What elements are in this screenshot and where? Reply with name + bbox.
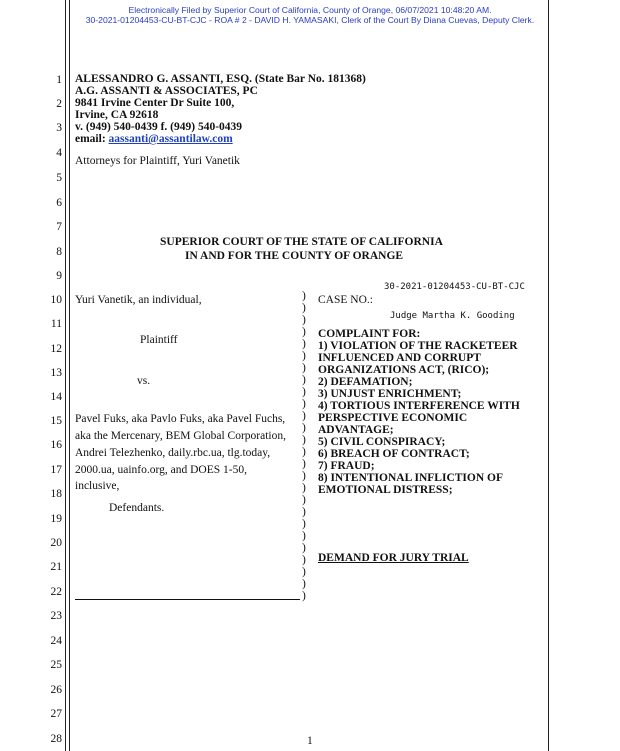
defendant-line-2: aka the Mercenary, BEM Global Corporation, — [75, 430, 286, 442]
caption-paren: ) — [302, 314, 306, 326]
judge-assignment: Judge Martha K. Gooding — [390, 311, 515, 321]
email-label: email: — [75, 133, 106, 145]
case-no-label: CASE NO.: — [318, 294, 373, 306]
line-number: 24 — [50, 635, 62, 647]
filing-stamp-line-2: 30-2021-01204453-CU-BT-CJC - ROA # 2 - DAVID H. YAMASAKI, Clerk of the Court By Diana Cuevas, Deputy Clerk. — [85, 15, 535, 25]
caption-paren: ) — [302, 590, 306, 602]
defendant-line-3: Andrei Telezhenko, daily.rbc.ua, tlg.today, — [75, 447, 271, 459]
caption-paren: ) — [302, 530, 306, 542]
line-number: 16 — [50, 439, 62, 451]
caption-paren: ) — [302, 470, 306, 482]
line-number: 2 — [56, 98, 62, 110]
margin-rule-right — [548, 0, 549, 751]
court-heading-line-2: IN AND FOR THE COUNTY OF ORANGE — [185, 250, 404, 262]
line-number: 11 — [50, 318, 62, 330]
attorney-address-2: Irvine, CA 92618 — [75, 109, 159, 121]
line-number: 17 — [50, 464, 62, 476]
line-number: 6 — [56, 197, 62, 209]
caption-paren: ) — [302, 434, 306, 446]
caption-paren: ) — [302, 302, 306, 314]
court-heading-line-1: SUPERIOR COURT OF THE STATE OF CALIFORNIA — [160, 236, 443, 248]
email-link[interactable]: aassanti@assantilaw.com — [108, 133, 233, 145]
caption-paren: ) — [302, 494, 306, 506]
line-number: 10 — [50, 294, 62, 306]
plaintiff-name: Yuri Vanetik, an individual, — [75, 294, 202, 306]
line-number: 26 — [50, 684, 62, 696]
claim-line: 2) DEFAMATION; — [318, 376, 413, 388]
attorney-firm: A.G. ASSANTI & ASSOCIATES, PC — [75, 85, 258, 97]
defendant-line-5: inclusive, — [75, 480, 120, 492]
defendants-label: Defendants. — [109, 502, 165, 514]
caption-paren: ) — [302, 290, 306, 302]
caption-paren: ) — [302, 542, 306, 554]
line-number: 1 — [56, 74, 62, 86]
line-number: 25 — [50, 659, 62, 671]
claim-line: 4) TORTIOUS INTERFERENCE WITH — [318, 400, 520, 412]
caption-underline — [75, 599, 300, 600]
line-number: 14 — [50, 391, 62, 403]
caption-paren: ) — [302, 386, 306, 398]
line-number: 5 — [56, 172, 62, 184]
claim-line: ORGANIZATIONS ACT, (RICO); — [318, 364, 490, 376]
caption-paren: ) — [302, 518, 306, 530]
defendant-line-4: 2000.ua, uainfo.org, and DOES 1-50, — [75, 464, 247, 476]
claim-line: 3) UNJUST ENRICHMENT; — [318, 388, 462, 400]
case-number-stamp: 30-2021-01204453-CU-BT-CJC — [384, 282, 525, 292]
caption-paren: ) — [302, 446, 306, 458]
caption-paren: ) — [302, 398, 306, 410]
caption-paren: ) — [302, 578, 306, 590]
line-number: 28 — [50, 733, 62, 745]
margin-rule-left-inner — [69, 0, 70, 751]
line-number: 27 — [50, 708, 62, 720]
caption-paren: ) — [302, 350, 306, 362]
caption-paren: ) — [302, 374, 306, 386]
caption-paren: ) — [302, 326, 306, 338]
attorney-phone: v. (949) 540-0439 f. (949) 540-0439 — [75, 121, 243, 133]
claim-line: EMOTIONAL DISTRESS; — [318, 484, 453, 496]
caption-paren: ) — [302, 458, 306, 470]
line-number: 20 — [50, 537, 62, 549]
line-number: 21 — [50, 561, 62, 573]
line-number: 19 — [50, 513, 62, 525]
attorney-email-row — [75, 133, 233, 145]
line-number: 7 — [56, 221, 62, 233]
caption-paren: ) — [302, 362, 306, 374]
line-number: 4 — [56, 147, 62, 159]
caption-paren: ) — [302, 422, 306, 434]
jury-demand: DEMAND FOR JURY TRIAL — [318, 552, 469, 564]
claim-line: INFLUENCED AND CORRUPT — [318, 352, 481, 364]
claim-line: PERSPECTIVE ECONOMIC — [318, 412, 468, 424]
line-number: 12 — [50, 343, 62, 355]
line-number: 22 — [50, 586, 62, 598]
line-number: 15 — [50, 415, 62, 427]
page-number: 1 — [307, 735, 313, 747]
plaintiff-label: Plaintiff — [140, 334, 178, 346]
line-number: 8 — [56, 246, 62, 258]
caption-paren: ) — [302, 554, 306, 566]
caption-paren: ) — [302, 338, 306, 350]
defendant-line-1: Pavel Fuks, aka Pavlo Fuks, aka Pavel Fuchs, — [75, 413, 286, 425]
versus: vs. — [137, 375, 151, 387]
line-number: 18 — [50, 488, 62, 500]
caption-paren: ) — [302, 506, 306, 518]
claim-line: ADVANTAGE; — [318, 424, 394, 436]
line-number: 9 — [56, 270, 62, 282]
caption-paren: ) — [302, 410, 306, 422]
line-number: 3 — [56, 122, 62, 134]
claim-line: 7) FRAUD; — [318, 460, 375, 472]
claim-line: 8) INTENTIONAL INFLICTION OF — [318, 472, 503, 484]
line-number: 23 — [50, 610, 62, 622]
claim-line: 6) BREACH OF CONTRACT; — [318, 448, 470, 460]
complaint-title: COMPLAINT FOR: — [318, 328, 421, 340]
attorneys-for: Attorneys for Plaintiff, Yuri Vanetik — [75, 155, 240, 167]
attorney-address-1: 9841 Irvine Center Dr Suite 100, — [75, 97, 235, 109]
claim-line: 1) VIOLATION OF THE RACKETEER — [318, 340, 518, 352]
filing-stamp-line-1: Electronically Filed by Superior Court of California, County of Orange, 06/07/2021 10:48:20 AM. — [128, 5, 492, 15]
claim-line: 5) CIVIL CONSPIRACY; — [318, 436, 446, 448]
caption-paren: ) — [302, 566, 306, 578]
caption-paren: ) — [302, 482, 306, 494]
margin-rule-left-outer — [65, 0, 66, 751]
attorney-name: ALESSANDRO G. ASSANTI, ESQ. (State Bar No. 181368) — [75, 73, 366, 85]
line-number: 13 — [50, 367, 62, 379]
